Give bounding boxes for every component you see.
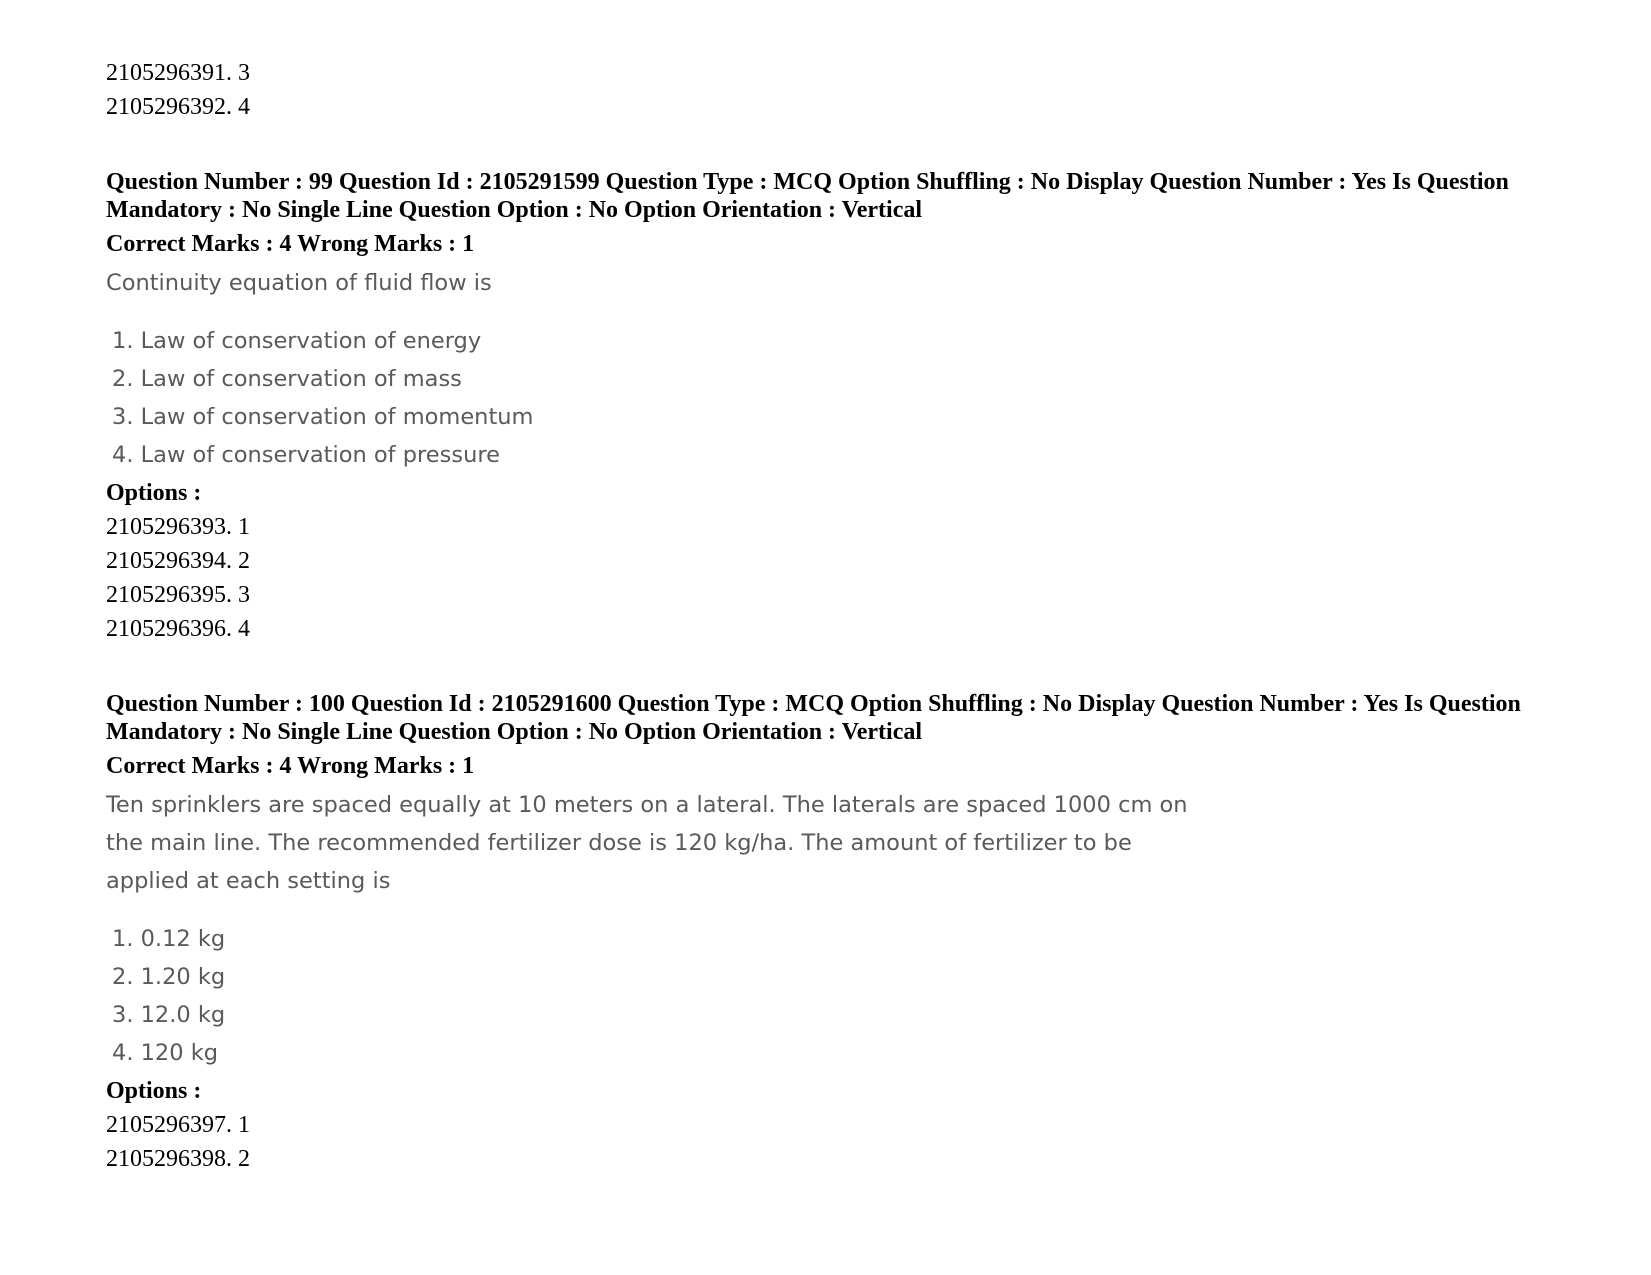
answer-choices bbox=[106, 322, 1566, 474]
question-text: Continuity equation of fluid flow is bbox=[106, 270, 492, 296]
document-page bbox=[106, 56, 1566, 1176]
options-heading: Options : bbox=[106, 480, 202, 506]
question-marks: Correct Marks : 4 Wrong Marks : 1 bbox=[106, 753, 475, 779]
question-marks: Correct Marks : 4 Wrong Marks : 1 bbox=[106, 231, 475, 257]
option-id-line: 2105296392. 4 bbox=[106, 94, 250, 120]
option-id-line: 2105296393. 1 bbox=[106, 514, 250, 540]
answer-choices bbox=[106, 920, 1566, 1072]
question-99-block bbox=[106, 168, 1566, 646]
answer-choice: 1. 0.12 kg bbox=[112, 926, 226, 952]
answer-choice: 3. Law of conservation of momentum bbox=[112, 404, 534, 430]
option-id-line: 2105296391. 3 bbox=[106, 60, 250, 86]
answer-choice: 2. 1.20 kg bbox=[112, 964, 226, 990]
option-id-line: 2105296398. 2 bbox=[106, 1146, 250, 1172]
option-id-line: 2105296394. 2 bbox=[106, 548, 250, 574]
answer-choice: 3. 12.0 kg bbox=[112, 1002, 226, 1028]
question-meta: Question Number : 100 Question Id : 2105291600 Question Type : MCQ Option Shuffling : No Display Question Number : Yes Is Question Mandatory : No Single Line Question Option : No Option Orientation : Vertical bbox=[106, 691, 1521, 745]
option-id-line: 2105296395. 3 bbox=[106, 582, 250, 608]
question-text: Ten sprinklers are spaced equally at 10 meters on a lateral. The laterals are spaced 1000 cm on the main line. The recommended fertilizer dose is 120 kg/ha. The amount of fertilizer to be applied at each setting is bbox=[106, 792, 1188, 894]
answer-choice: 2. Law of conservation of mass bbox=[112, 366, 462, 392]
previous-options bbox=[106, 56, 1566, 124]
option-id-line: 2105296397. 1 bbox=[106, 1112, 250, 1138]
answer-choice: 1. Law of conservation of energy bbox=[112, 328, 482, 354]
options-heading: Options : bbox=[106, 1078, 202, 1104]
question-100-block bbox=[106, 690, 1566, 1176]
question-meta: Question Number : 99 Question Id : 2105291599 Question Type : MCQ Option Shuffling : No Display Question Number : Yes Is Question Mandatory : No Single Line Question Option : No Option Orientation : Vertical bbox=[106, 169, 1509, 223]
answer-choice: 4. Law of conservation of pressure bbox=[112, 442, 500, 468]
answer-choice: 4. 120 kg bbox=[112, 1040, 219, 1066]
option-id-line: 2105296396. 4 bbox=[106, 616, 250, 642]
